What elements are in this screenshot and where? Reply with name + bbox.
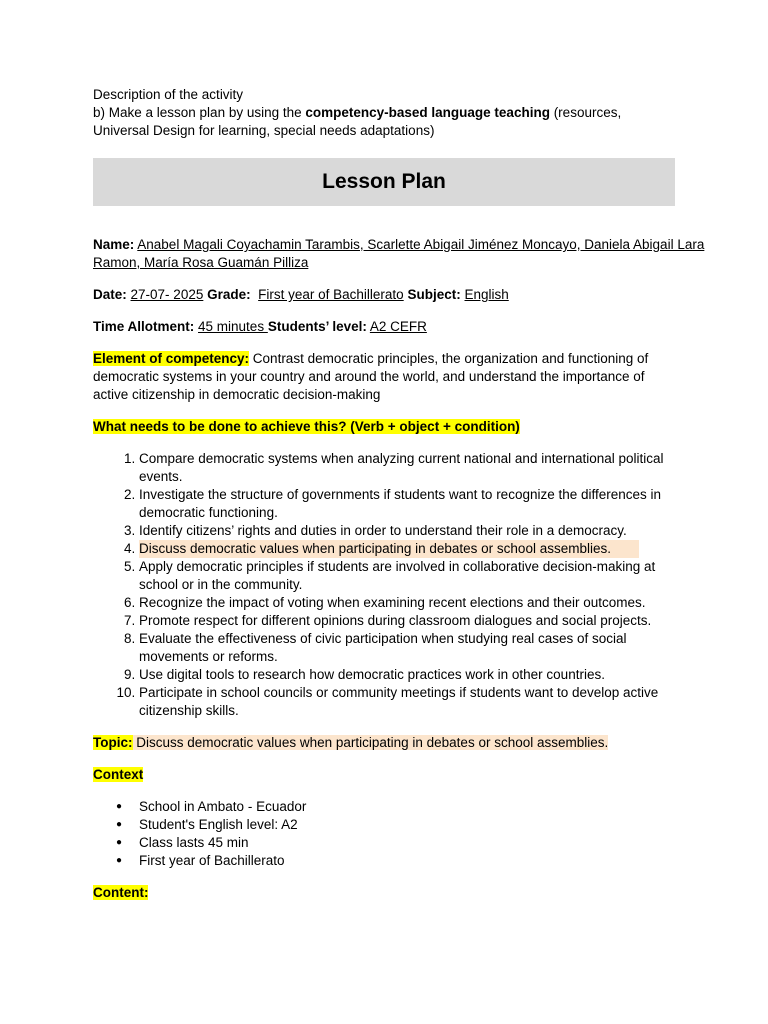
objective-text: Evaluate the effectiveness of civic participation when studying real cases of social movements or reforms. xyxy=(139,631,627,664)
list-item: ● First year of Bachillerato xyxy=(139,852,708,870)
list-item xyxy=(139,486,685,522)
list-item xyxy=(139,630,685,666)
list-item xyxy=(139,594,685,612)
subject-label: Subject: xyxy=(407,287,461,302)
list-item: ● Student's English level: A2 xyxy=(139,816,708,834)
objective-text: Investigate the structure of governments if students want to recognize the differences in democratic functioning. xyxy=(139,487,662,520)
list-item xyxy=(139,558,685,594)
list-item xyxy=(139,666,685,684)
competency-element xyxy=(93,350,678,404)
objectives-list xyxy=(93,450,685,720)
objective-text: Promote respect for different opinions during classroom dialogues and social projects. xyxy=(139,613,652,628)
level-value: A2 CEFR xyxy=(369,319,427,334)
content-heading xyxy=(93,884,708,902)
list-item xyxy=(139,612,685,630)
name-field xyxy=(93,236,708,272)
objective-text: Participate in school councils or community meetings if students want to develop active citizenship skills. xyxy=(139,685,659,718)
list-item-highlighted xyxy=(139,540,639,558)
list-item xyxy=(139,522,685,540)
competency-label: Element of competency: xyxy=(93,351,250,366)
objective-text: Recognize the impact of voting when examining recent elections and their outcomes. xyxy=(139,595,646,610)
grade-label: Grade: xyxy=(207,287,251,302)
content-label: Content: xyxy=(93,885,149,900)
time-label: Time Allotment: xyxy=(93,319,195,334)
grade-value: First year of Bachillerato xyxy=(258,287,404,302)
context-list xyxy=(93,798,708,870)
subject-value: English xyxy=(464,287,509,302)
context-label: Context xyxy=(93,767,144,782)
objective-text: Apply democratic principles if students are involved in collaborative decision-making at school or in the community. xyxy=(139,559,656,592)
description-heading: Description of the activity xyxy=(93,87,244,102)
context-heading xyxy=(93,766,708,784)
competency-text: Contrast democratic principles, the organization and functioning of democratic systems in your country and around the world, and understand the importance of active citizenship in democratic decision-making xyxy=(93,351,649,402)
objective-text: Compare democratic systems when analyzing current national and international political events. xyxy=(139,451,664,484)
time-value: 45 minutes xyxy=(198,319,268,334)
date-label: Date: xyxy=(93,287,127,302)
level-label: Students’ level: xyxy=(267,319,367,334)
question-text: What needs to be done to achieve this? (Verb + object + condition) xyxy=(93,419,520,434)
activity-description xyxy=(93,86,708,140)
objective-text: Use digital tools to research how democratic practices work in other countries. xyxy=(139,667,605,682)
objectives-question xyxy=(93,418,708,436)
lesson-plan-title-box xyxy=(93,158,675,206)
objective-text: Identify citizens’ rights and duties in order to understand their role in a democracy. xyxy=(139,523,627,538)
date-value: 27-07- 2025 xyxy=(130,287,204,302)
list-item: ● School in Ambato - Ecuador xyxy=(139,798,708,816)
name-label: Name: xyxy=(93,237,135,252)
list-item xyxy=(139,684,685,720)
description-prefix: b) Make a lesson plan by using the xyxy=(93,105,306,120)
page-title: Lesson Plan xyxy=(322,170,446,193)
list-item xyxy=(139,450,685,486)
topic-label: Topic: xyxy=(93,735,133,750)
objective-text: Discuss democratic values when participating in debates or school assemblies. xyxy=(139,541,611,556)
date-grade-subject-line xyxy=(93,286,708,304)
time-level-line xyxy=(93,318,708,336)
topic-line xyxy=(93,734,708,752)
topic-text-wrap xyxy=(133,735,609,750)
topic-text: Discuss democratic values when participating in debates or school assemblies. xyxy=(136,735,609,750)
list-item: ● Class lasts 45 min xyxy=(139,834,708,852)
description-bold: competency-based language teaching xyxy=(305,105,550,120)
name-value: Anabel Magali Coyachamin Tarambis, Scarlette Abigail Jiménez Moncayo, Daniela Abigail Lara Ramon, María Rosa Guamán Pilliza xyxy=(93,237,705,270)
description-suffix: (resources, Universal Design for learning, special needs adaptations) xyxy=(93,105,622,138)
description-text xyxy=(93,104,678,140)
